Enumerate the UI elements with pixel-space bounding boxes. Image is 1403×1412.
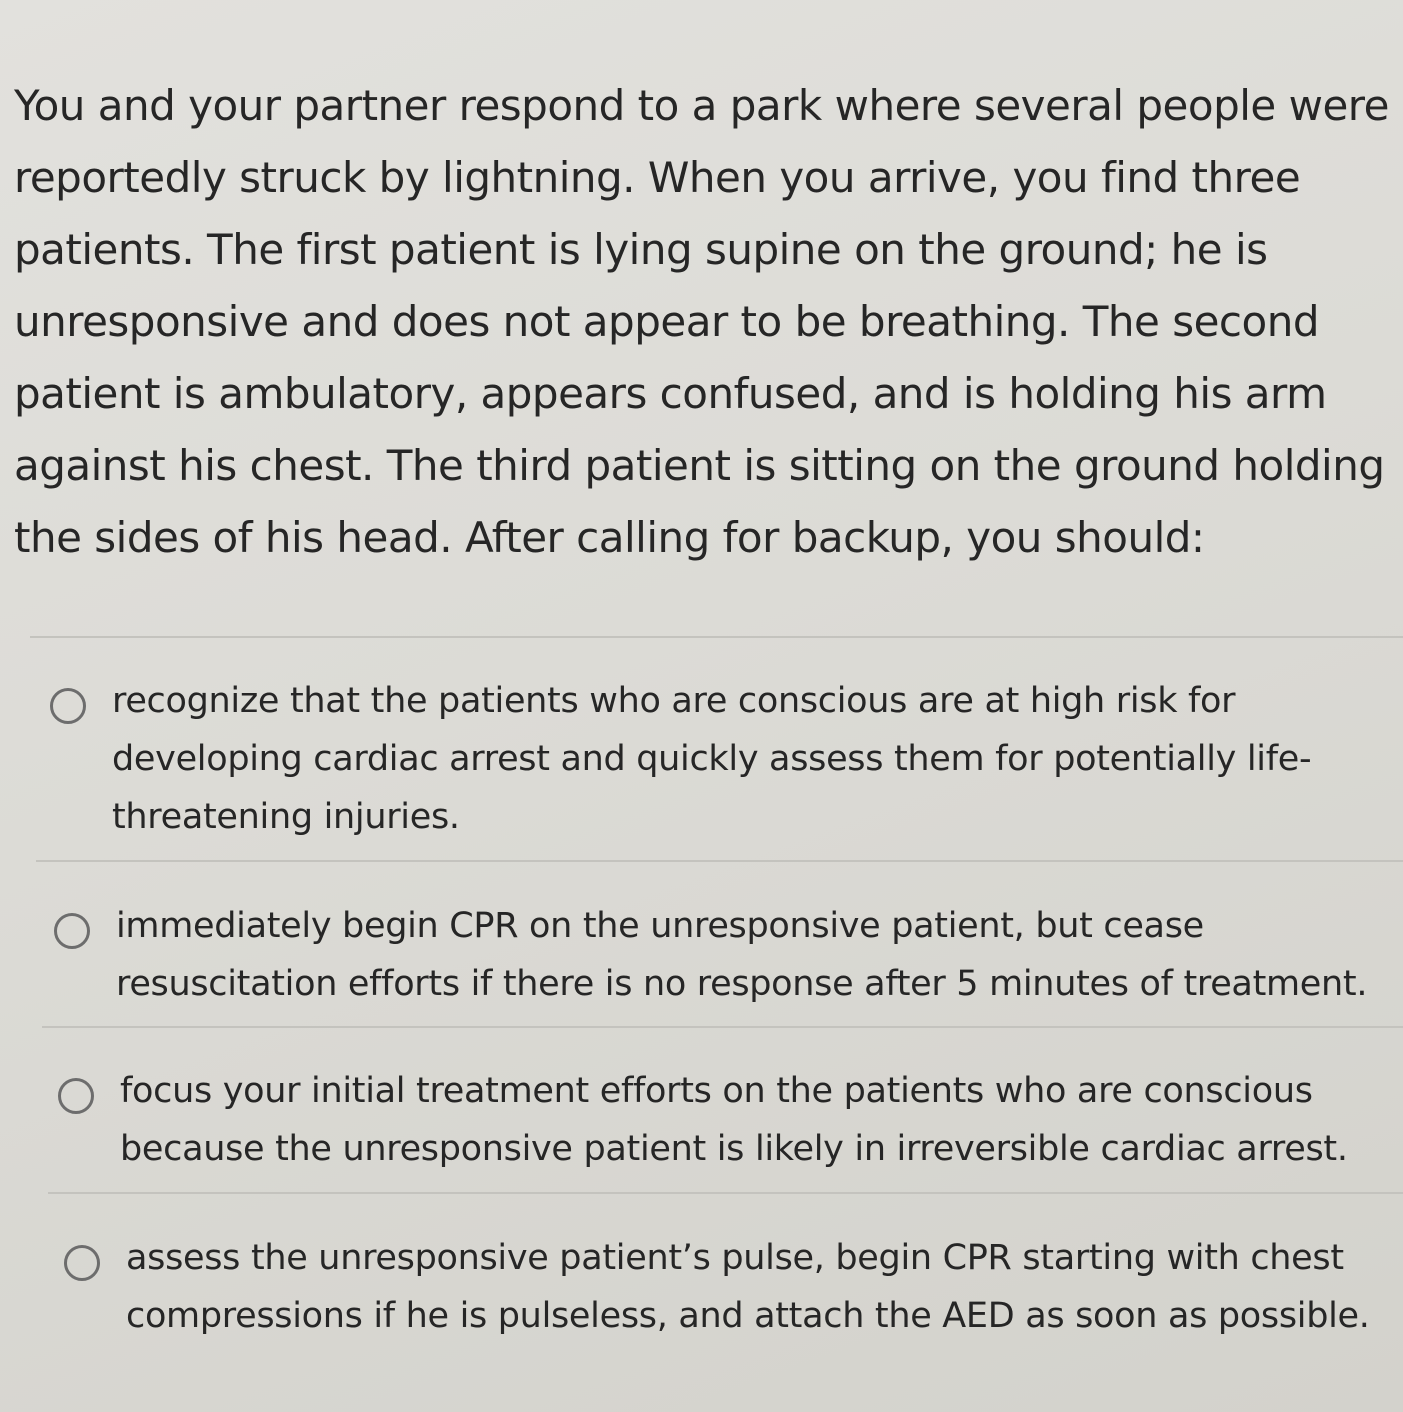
answer-option-4[interactable] (64, 1237, 1384, 1345)
divider (30, 636, 1403, 638)
answer-option-label: immediately begin CPR on the unresponsive patient, but cease resuscitation efforts if there is no response after 5 minutes of treatment. (116, 906, 1368, 1004)
radio-button[interactable] (64, 1245, 100, 1281)
divider (36, 860, 1403, 862)
radio-button[interactable] (58, 1078, 94, 1114)
answer-option-2[interactable] (54, 905, 1399, 1013)
answer-option-label: recognize that the patients who are conscious are at high risk for developing cardiac arrest and quickly assess them for potentially life-threatening injuries. (112, 681, 1312, 837)
divider (48, 1192, 1403, 1194)
divider (42, 1026, 1403, 1028)
answer-option-label: focus your initial treatment efforts on the patients who are conscious because the unresponsive patient is likely in irreversible cardiac arrest. (120, 1071, 1348, 1169)
answer-option-label: assess the unresponsive patient’s pulse, begin CPR starting with chest compressions if he is pulseless, and attach the AED as soon as possible. (126, 1238, 1370, 1336)
radio-button[interactable] (54, 913, 90, 949)
answer-option-1[interactable] (50, 680, 1370, 846)
answer-option-3[interactable] (58, 1070, 1378, 1178)
question-text: You and your partner respond to a park where several people were reportedly struck by lightning. When you arrive, you find three patients. The first patient is lying supine on the ground; he is unresponsive and does not appear to be breathing. The second patient is ambulatory, appears confused, and is holding his arm against his chest. The third patient is sitting on the ground holding the sides of his head. After calling for backup, you should: (14, 81, 1389, 562)
radio-button[interactable] (50, 688, 86, 724)
